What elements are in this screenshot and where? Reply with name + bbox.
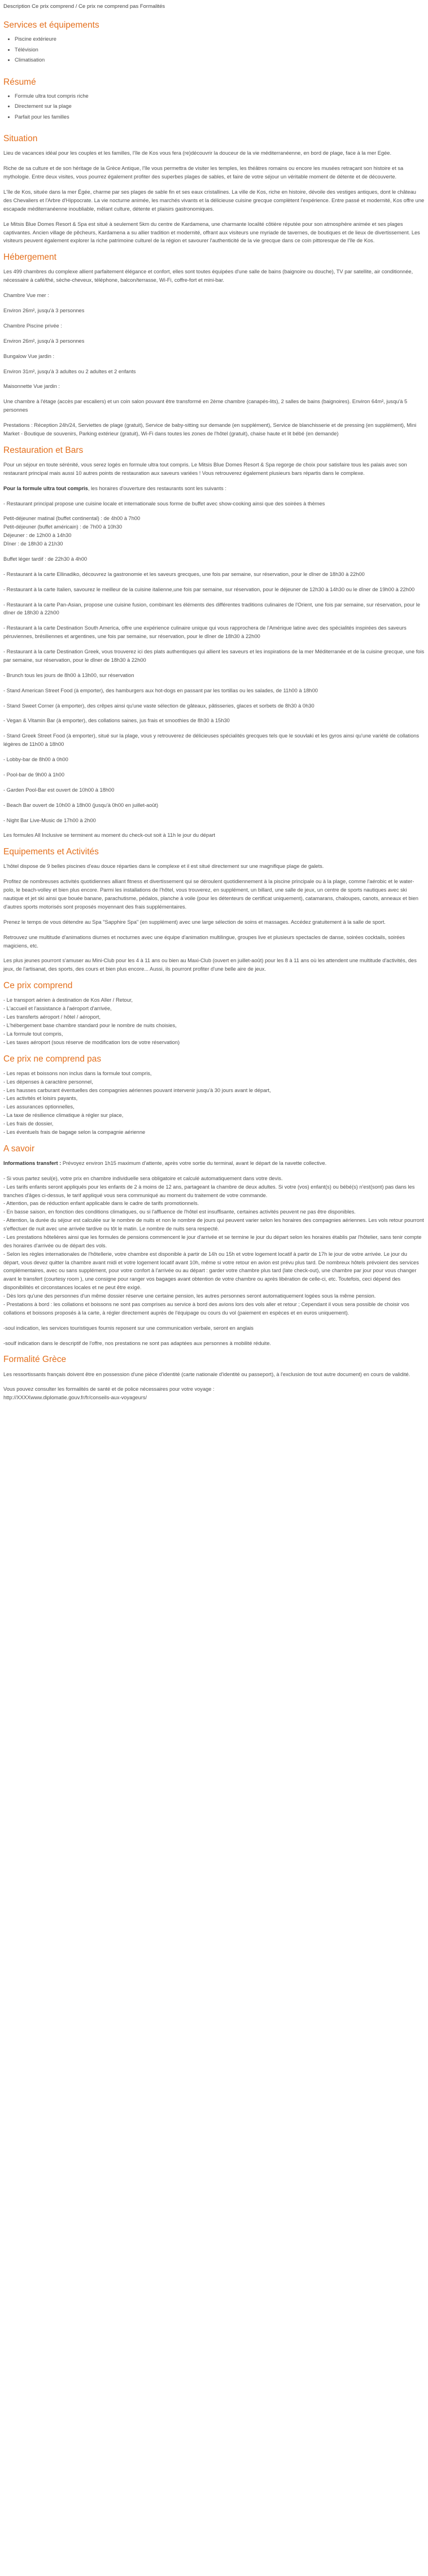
equipements-section (3, 846, 425, 973)
paragraph: Petit-déjeuner matinal (buffet continental) : de 4h00 à 7h00 Petit-déjeuner (buffet américain) : de 7h00 à 10h30 Déjeuner : de 12h00 à 14h30 Dîner : de 18h30 à 21h30 (3, 516, 141, 547)
list-line: - Les repas et boissons non inclus dans la formule tout compris, (3, 1070, 152, 1076)
paragraph: Chambre Piscine privée : (3, 322, 62, 329)
paragraph: Buffet léger tardif : de 22h30 à 4h00 (3, 556, 88, 562)
paragraph: - Lobby-bar de 8h00 à 0h00 (3, 757, 68, 763)
prix-comprend-section (3, 980, 425, 1046)
paragraph: Environ 26m², jusqu'à 3 personnes (3, 338, 85, 344)
paragraph: Prenez le temps de vous détendre au Spa "Sapphire Spa" (en supplément) avec une large sélection de soins et massages. Accédez gratuitement à la salle de sport. (3, 919, 386, 925)
paragraph: - Stand American Street Food (à emporter), des hamburgers aux hot-dogs en passant par les tortillas ou les salades, de 11h00 à 18h00 (3, 687, 318, 693)
paragraph: -soul indication, les services touristiques fournis reposent sur une communication verbale, seront en anglais (3, 1325, 254, 1331)
paragraph: - Beach Bar ouvert de 10h00 à 18h00 (jusqu'à 0h00 en juillet-août) (3, 802, 159, 808)
paragraph: Maisonnette Vue jardin : (3, 383, 60, 390)
equipements-title: Equipements et Activités (3, 847, 99, 857)
paragraph: L'île de Kos, située dans la mer Égée, charme par ses plages de sable fin et ses eaux cristallines. La ville de Kos, riche en histoire, dévoile des vestiges antiques, dont le château des Chevaliers et l'Arbre d'Hippocrate. La vie nocturne animée, les marchés vivants et la délicieuse cuisine grecque complètent l'expérience. Entre passé et modernité, Kos offre une escapade méditerranéenne inoubliable, mêlant culture, détente et plaisirs gastronomiques. (3, 189, 425, 212)
hebergement-section (3, 252, 425, 438)
situation-section (3, 133, 425, 245)
page (3, 2, 425, 1402)
prix-ne-comprend-title: Ce prix ne comprend pas (3, 1054, 102, 1064)
formalite-body (3, 1370, 425, 1403)
paragraph: Bungalow Vue jardin : (3, 353, 55, 359)
list-item: • Piscine extérieure (15, 36, 425, 43)
paragraph: Riche de sa culture et de son héritage de la Grèce Antique, l'île vous permettra de visiter les temples, les théâtres romains ou encore les musées retraçant son histoire et sa mythologie. Entre deux visites, vous pourrez également profiter des superbes plages de sables, et faire de votre séjour un véritable moment de détente et de découverte. (3, 165, 404, 180)
a-savoir-section (3, 1143, 425, 1348)
list-line: - Les dépenses à caractère personnel, (3, 1079, 93, 1085)
resume-section (3, 77, 425, 121)
hebergement-body (3, 268, 425, 438)
paragraph: Profitez de nombreuses activités quotidiennes alliant fitness et divertissement qui se déroulent quotidiennement à la piscine principale ou à la plage, comme l'aérobic et le water-polo, le beach-volley et bien plus encore. Parmi les installations de l'hôtel, vous trouverez, en supplément, un billard, une salle de jeux, un centre de sports nautiques avec ski nautique et jet ski ainsi que bouée banane, parachutisme, pédalos, planche à voile (pour les détenteurs de certificat uniquement), catamarans, chaloupes, canots, anneaux et bien d'autres sports motorisés sont proposés moyennant des frais supplémentaires. (3, 879, 418, 910)
paragraph: Les formules All Inclusive se terminent au moment du check-out soit à 11h le jour du départ (3, 832, 215, 839)
paragraph: - Restaurant principal propose une cuisine locale et internationale sous forme de buffet avec show-cooking ainsi que des soirées à thèmes (3, 500, 325, 507)
paragraph: - Stand Greek Street Food (à emporter), situé sur la plage, vous y retrouverez de délicieuses spécialités grecques tels que le souvlaki et les gyros ainsi qu'une variété de collations légères de 11h00 à 18h00 (3, 733, 420, 748)
paragraph: - Stand Sweet Corner (à emporter), des crêpes ainsi qu'une vaste sélection de gâteaux, pâtisseries, glaces et sorbets de 8h30 à 0h30 (3, 702, 315, 709)
list-line: - Les activités et loisirs payants, (3, 1095, 78, 1102)
list-line: - L'accueil et l'assistance à l'aéroport d'arrivée, (3, 1006, 112, 1012)
services-title: Services et équipements (3, 20, 99, 30)
list-item: • Parfait pour les familles (15, 113, 425, 121)
paragraph: - Pool-bar de 9h00 à 1h00 (3, 771, 65, 778)
list-line: - La taxe de résilience climatique à régler sur place, (3, 1112, 124, 1119)
list-line: - L'hébergement base chambre standard pour le nombre de nuits choisies, (3, 1022, 177, 1028)
services-section (3, 20, 425, 64)
formule-bold: Pour la formule ultra tout compris (3, 485, 88, 491)
paragraph: Environ 31m², jusqu'à 3 adultes ou 2 adultes et 2 enfants (3, 368, 136, 374)
paragraph: - Si vous partez seul(e), votre prix en chambre individuelle sera obligatoire et calculé automatiquement dans votre devis. - Les tarifs enfants seront appliqués pour les enfants de 2 à moins de 12 ans, partageant la chambre de deux adultes. Si votre (vos) enfant(s) ou bébé(s) n'est(sont) pas dans les tranches d'âges ci-dessus, le tarif appliqué vous sera communiqué au moment du traitement de votre commande. - Attention, pas de réduction enfant applicable dans le cadre de tarifs promotionnels. - En basse saison, en fonction des conditions climatiques, ou si l'affluence de l'hôtel est insuffisante, certaines activités peuvent ne pas être disponibles. - Attention, la durée du séjour est calculée sur le nombre de nuits et non le nombre de jours qui peuvent varier selon les horaires des compagnies aériennes. Les vols retour pourront s'effectuer de nuit avec une arrivée tardive ou tôt le matin. Le nombre de nuits sera respecté. - Les prestations hôtelières ainsi que les formules de pensions commencent le jour d'arrivée et se termine le jour du départ selon les horaires établis par l'hôtelier, sans tenir compte des horaires d'arrivée ou de départ des vols. - Selon les règles internationales de l'hôtellerie, votre chambre est disponible à partir de 14h ou 15h et votre logement locatif à partir de 17h le jour de votre arrivée. Le jour du départ, vous devez quitter la chambre avant midi et votre logement locatif avant 10h, même si votre retour en avion est prévu plus tard. De nombreux hôtels prévoient des services complémentaires, avec ou sans supplément, pour votre confort à l'arrivée ou au départ : garder votre chambre plus tard (late check-out), une chambre par jour pour vous changer avant le transfert (courtesy room ), une consigne pour ranger vos bagages avant obtention de votre chambre ou après libération de celle-ci, etc. Toutefois, ceci dépend des disponibilités et circonstances locales et ne peut être exigé. - Dès lors qu'une des personnes d'un même dossier réserve une certaine pension, les autres personnes seront automatiquement logées sous la même pension. - Prestations à bord : les collations et boissons ne sont pas comprises au service à bord des avions lors des vols aller et retour ; Cependant il vous sera possible de choisir vos collations et boissons proposés à la carte, à régler directement auprès de l'équipage ou cours du vol (paiement en espèces et en euros uniquement). (3, 1175, 424, 1316)
paragraph: Le Mitsis Blue Domes Resort & Spa est situé à seulement 5km du centre de Kardamena, une charmante localité côtière réputée pour son atmosphère animée et ses plages captivantes. Ancien village de pêcheurs, Kardamena a su allier tradition et modernité, offrant aux visiteurs une myriade de tavernes, de boutiques et de lieux de divertissement. Les visiteurs peuvent également explorer la riche patrimoine culturel de la région et savourer l'authenticité de la vie grecque dans ce coin pittoresque de l'île de Kos. (3, 221, 420, 244)
a-savoir-title: A savoir (3, 1143, 35, 1154)
paragraph: - Restaurant à la carte Italien, savourez le meilleur de la cuisine italienne,une fois par semaine, sur réservation, pour le déjeuner de 12h30 à 14h30 ou le dîner de 19h00 à 22h00 (3, 586, 415, 592)
paragraph: - Garden Pool-Bar est ouvert de 10h00 à 18h00 (3, 787, 115, 793)
transfert-rest: Prévoyez environ 1h15 maximum d'attente, après votre sortie du terminal, avant le départ de la navette collective. (61, 1160, 327, 1166)
list-line: - Le transport aérien à destination de Kos Aller / Retour, (3, 997, 133, 1003)
paragraph: - Brunch tous les jours de 8h00 à 13h00, sur réservation (3, 672, 134, 678)
restauration-body (3, 500, 425, 840)
resume-title: Résumé (3, 77, 36, 87)
restauration-intro: Pour un séjour en toute sérénité, vous serez logés en formule ultra tout compris. Le Mitsis Blue Domes Resort & Spa regorge de choix pour satisfaire tous les palais avec son restaurant principal mais aussi 10 autres points de restauration aux saveurs variées ! Vous retrouverez également plusieurs bars répartis dans le complexe. (3, 461, 407, 476)
formalite-section (3, 1354, 425, 1402)
transfert-info (3, 1159, 425, 1168)
resume-list (3, 93, 425, 121)
equipements-body (3, 862, 425, 973)
paragraph: - Restaurant à la carte Pan-Asian, propose une cuisine fusion, combinant les éléments des différentes traditions culinaires de l'Orient, une fois par semaine, sur réservation, pour le dîner de 18h30 à 22h00 (3, 601, 420, 616)
prix-ne-comprend-list (3, 1069, 425, 1137)
paragraph: -soulf indication dans le descriptif de l'offre, nos prestations ne sont pas adaptées aux personnes à mobilité réduite. (3, 1340, 271, 1346)
list-line: - Les éventuels frais de bagage selon la compagnie aérienne (3, 1129, 146, 1135)
paragraph: - Restaurant à la carte Ellinadiko, découvrez la gastronomie et les saveurs grecques, une fois par semaine, sur réservation, pour le dîner de 18h30 à 22h00 (3, 571, 365, 577)
paragraph: Les 499 chambres du complexe allient parfaitement élégance et confort, elles sont toutes équipées d'une salle de bains (baignoire ou douche), TV par satellite, air conditionnée, nécessaire à café/thé, sèche-cheveux, téléphone, balcon/terrasse, Wi-Fi, coffre-fort et mini-bar. (3, 269, 413, 283)
paragraph: - Restaurant à la carte Destination South America, offre une expérience culinaire unique qui vous rapprochera de l'Amérique latine avec des spécialités inspirées des saveurs péruviennes, brésiliennes et argentines, une fois par semaine, sur réservation, pour le dîner de 18h30 à 22h00 (3, 625, 407, 640)
transfert-bold: Informations transfert : (3, 1160, 62, 1166)
list-line: - Les frais de dossier, (3, 1121, 54, 1127)
prix-comprend-title: Ce prix comprend (3, 981, 73, 991)
prix-ne-comprend-section (3, 1054, 425, 1137)
paragraph: Lieu de vacances idéal pour les couples et les familles, l'île de Kos vous fera (re)découvrir la douceur de la vie méditerranéenne, en bord de plage, face à la mer Egée. (3, 150, 392, 156)
restauration-section (3, 445, 425, 840)
restauration-formule (3, 484, 425, 493)
paragraph: Environ 26m², jusqu'à 3 personnes (3, 308, 85, 314)
paragraph: - Vegan & Vitamin Bar (à emporter), des collations saines, jus frais et smoothies de 8h30 à 15h30 (3, 718, 230, 724)
formule-rest: , les horaires d'ouverture des restaurants sont les suivants : (88, 485, 226, 491)
list-item: • Climatisation (15, 56, 425, 64)
paragraph: - Night Bar Live-Music de 17h00 à 2h00 (3, 817, 96, 823)
situation-body (3, 149, 425, 245)
formalite-title: Formalité Grèce (3, 1355, 67, 1365)
list-item: • Formule ultra tout compris riche (15, 93, 425, 100)
list-line: - La formule tout compris, (3, 1031, 63, 1037)
paragraph: L'hôtel dispose de 9 belles piscines d'eau douce réparties dans le complexe et il est situé directement sur une magnifique plage de galets. (3, 863, 324, 870)
services-list (3, 36, 425, 64)
paragraph: Une chambre à l'étage (accès par escaliers) et un coin salon pouvant être transformé en 2ème chambre (canapés-lits), 2 salles de bains (baignoires). Environ 64m², jusqu'à 5 personnes (3, 399, 408, 413)
top-breadcrumb-line: Description Ce prix comprend / Ce prix ne comprend pas Formalités (3, 3, 165, 10)
paragraph: Les ressortissants français doivent être en possession d'une pièce d'identité (carte nationale d'identité ou passeport), à l'exclusion de tout autre document) en cours de validité. (3, 1371, 410, 1377)
situation-title: Situation (3, 134, 38, 144)
a-savoir-body (3, 1175, 425, 1348)
list-line: - Les hausses carburant éventuelles des compagnies aériennes pouvant intervenir jusqu'à 30 jours avant le départ, (3, 1087, 271, 1093)
prix-comprend-list (3, 996, 425, 1046)
list-item: • Télévision (15, 46, 425, 54)
paragraph: Retrouvez une multitude d'animations diurnes et nocturnes avec une équipe d'animation multilingue, groupes live et plusieurs spectacles de danse, soirées cocktails, soirées magiciens, etc. (3, 934, 405, 949)
restauration-title: Restauration et Bars (3, 445, 84, 455)
paragraph: - Restaurant à la carte Destination Greek, vous trouverez ici des plats authentiques qui allient les saveurs et les inspirations de la mer Méditerranée et de la cuisine grecque, une fois par semaine, sur réservation, pour le dîner de 18h30 à 22h00 (3, 649, 425, 663)
paragraph: Les plus jeunes pourront s'amuser au Mini-Club pour les 4 à 11 ans ou bien au Maxi-Club (ouvert en juillet-août) pour les 8 à 11 ans où les attendent une multitude d'activités, des jeux, de l'artisanat, des sports, des cours et bien plus encore... Aussi, ils pourront profiter d'une belle aire de jeux. (3, 958, 417, 972)
list-line: - Les transferts aéroport / hôtel / aéroport, (3, 1014, 101, 1020)
list-line: - Les assurances optionnelles, (3, 1104, 75, 1110)
paragraph: Chambre Vue mer : (3, 292, 49, 299)
list-item: • Directement sur la plage (15, 103, 425, 110)
hebergement-title: Hébergement (3, 252, 56, 263)
list-line: - Les taxes aéroport (sous réserve de modification lors de votre réservation) (3, 1039, 180, 1045)
paragraph: Prestations : Réception 24h/24, Serviettes de plage (gratuit), Service de baby-sitting sur demande (en supplément), Service de blanchisserie et de pressing (en supplément), Mini Market - Boutique de souvenirs, Parking extérieur (gratuit), Wi-Fi dans toutes les zones de l'hôtel (gratuit), chaise haute et lit bébé (en demande) (3, 422, 417, 436)
paragraph: Vous pouvez consulter les formalités de santé et de police nécessaires pour votre voyage : http://XXXXwww.diplomatie.gouv.fr/fr/conseils-aux-voyageurs/ (3, 1386, 215, 1401)
